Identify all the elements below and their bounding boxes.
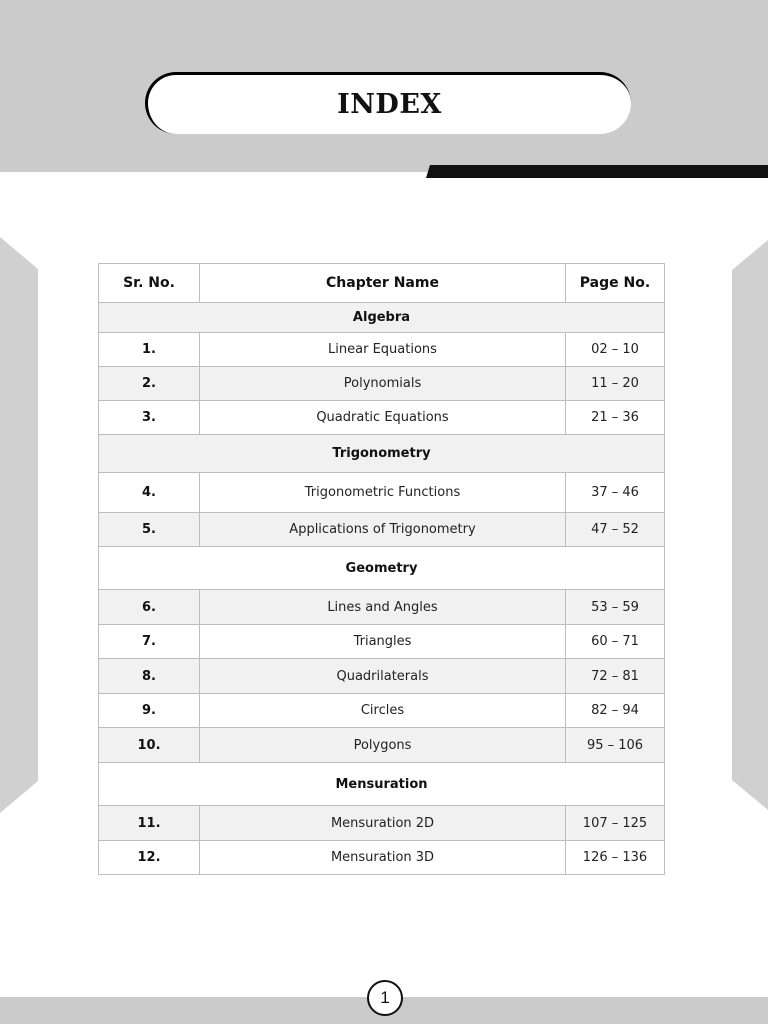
section-title: Algebra: [99, 303, 665, 333]
chapter-name-cell: Applications of Trigonometry: [200, 513, 566, 547]
sr-no-cell: 1.: [99, 333, 200, 367]
section-title: Mensuration: [99, 763, 665, 806]
section-title: Geometry: [99, 547, 665, 590]
chapter-name-cell: Mensuration 2D: [200, 806, 566, 841]
sr-no-cell: 6.: [99, 590, 200, 625]
section-title: Trigonometry: [99, 435, 665, 473]
table-row: [99, 401, 665, 435]
chapter-name-cell: Quadrilaterals: [200, 659, 566, 694]
chapter-name-cell: Lines and Angles: [200, 590, 566, 625]
sr-no-cell: 5.: [99, 513, 200, 547]
page-number: [367, 980, 403, 1016]
chapter-name-cell: Triangles: [200, 625, 566, 659]
table-row: [99, 841, 665, 875]
chapter-name-cell: Polynomials: [200, 367, 566, 401]
column-header-sr-no: Sr. No.: [99, 264, 200, 303]
title-banner: [145, 72, 631, 134]
page-range-cell: 72 – 81: [566, 659, 665, 694]
sr-no-cell: 10.: [99, 728, 200, 763]
column-header-chapter-name: Chapter Name: [200, 264, 566, 303]
page-range-cell: 60 – 71: [566, 625, 665, 659]
sr-no-cell: 11.: [99, 806, 200, 841]
page-range-cell: 02 – 10: [566, 333, 665, 367]
section-row-algebra: [99, 303, 665, 333]
table-row: [99, 333, 665, 367]
index-table: [98, 263, 665, 875]
page-range-cell: 107 – 125: [566, 806, 665, 841]
page-range-cell: 53 – 59: [566, 590, 665, 625]
section-row-mensuration: [99, 763, 665, 806]
section-row-geometry: [99, 547, 665, 590]
sr-no-cell: 3.: [99, 401, 200, 435]
page-range-cell: 126 – 136: [566, 841, 665, 875]
table-row: [99, 694, 665, 728]
chapter-name-cell: Trigonometric Functions: [200, 473, 566, 513]
page-range-cell: 47 – 52: [566, 513, 665, 547]
header-stripe: [426, 165, 768, 178]
chapter-name-cell: Polygons: [200, 728, 566, 763]
table-row: [99, 806, 665, 841]
chapter-name-cell: Mensuration 3D: [200, 841, 566, 875]
table-row: [99, 590, 665, 625]
table-row: [99, 513, 665, 547]
page-number-label: 1: [380, 988, 390, 1007]
sr-no-cell: 9.: [99, 694, 200, 728]
table-row: [99, 473, 665, 513]
chapter-name-cell: Quadratic Equations: [200, 401, 566, 435]
right-side-decoration: [732, 240, 768, 810]
left-side-decoration: [0, 237, 38, 813]
table-row: [99, 625, 665, 659]
column-header-page-no: Page No.: [566, 264, 665, 303]
sr-no-cell: 2.: [99, 367, 200, 401]
sr-no-cell: 8.: [99, 659, 200, 694]
chapter-name-cell: Circles: [200, 694, 566, 728]
table-header-row: [99, 264, 665, 303]
section-row-trigonometry: [99, 435, 665, 473]
page-title: INDEX: [337, 89, 442, 120]
sr-no-cell: 4.: [99, 473, 200, 513]
sr-no-cell: 7.: [99, 625, 200, 659]
table-row: [99, 728, 665, 763]
sr-no-cell: 12.: [99, 841, 200, 875]
page-range-cell: 95 – 106: [566, 728, 665, 763]
table-row: [99, 367, 665, 401]
page-range-cell: 21 – 36: [566, 401, 665, 435]
page-range-cell: 37 – 46: [566, 473, 665, 513]
chapter-name-cell: Linear Equations: [200, 333, 566, 367]
table-row: [99, 659, 665, 694]
page-range-cell: 11 – 20: [566, 367, 665, 401]
page-range-cell: 82 – 94: [566, 694, 665, 728]
